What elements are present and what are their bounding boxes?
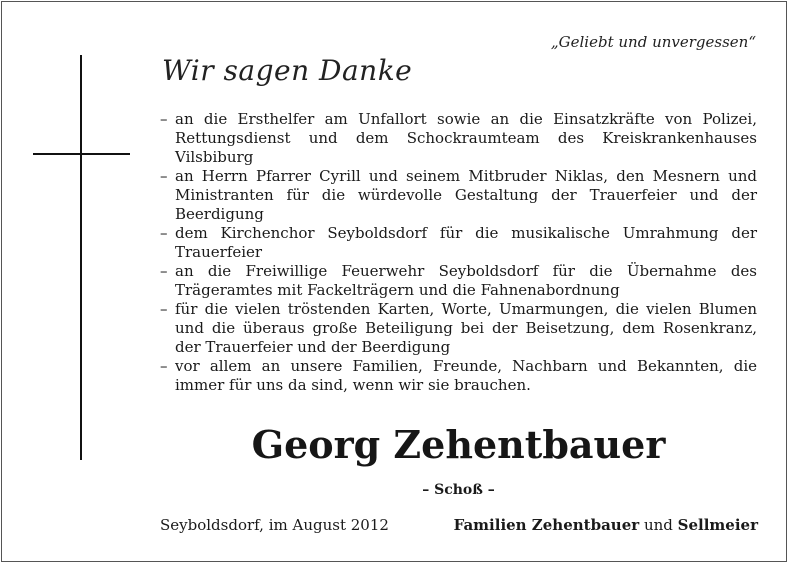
- cross-icon-horizontal-bar: [33, 153, 130, 155]
- motto-quote: „Geliebt und unvergessen“: [550, 33, 756, 51]
- cross-icon-vertical-bar: [80, 55, 82, 460]
- thanks-item: – an die Freiwillige Feuerwehr Seyboldsdorf für die Übernahme des Trägeramtes mit Fackelträgern und die Fahnenabordnung: [160, 262, 757, 300]
- thanks-item: – vor allem an unsere Familien, Freunde, Nachbarn und Bekannten, die immer für uns da sind, wenn wir sie brauchen.: [160, 357, 757, 395]
- family-connector: und: [643, 516, 673, 534]
- thanks-list: [160, 110, 757, 395]
- thanks-heading: Wir sagen Danke: [162, 54, 413, 87]
- deceased-name: Georg Zehentbauer: [251, 422, 666, 467]
- family-name-1: Familien Zehentbauer: [453, 516, 640, 534]
- thanks-item: – an Herrn Pfarrer Cyrill und seinem Mitbruder Niklas, den Mesnern und Ministranten für die würdevolle Gestaltung der Trauerfeier und der Beerdigung: [160, 167, 757, 224]
- family-signature: [454, 516, 758, 534]
- family-name-2: Sellmeier: [677, 516, 758, 534]
- place-and-date: Seyboldsdorf, im August 2012: [160, 516, 389, 534]
- deceased-nickname: – Schoß –: [422, 482, 495, 498]
- thanks-item: – dem Kirchenchor Seyboldsdorf für die musikalische Umrahmung der Trauerfeier: [160, 224, 757, 262]
- thanks-item: – für die vielen tröstenden Karten, Worte, Umarmungen, die vielen Blumen und die überaus große Beteiligung bei der Beisetzung, dem Rosenkranz, der Trauerfeier und der Beerdigung: [160, 300, 757, 357]
- thanks-item: – an die Ersthelfer am Unfallort sowie an die Einsatzkräfte von Polizei, Rettungsdienst und dem Schockraumteam des Kreiskrankenhauses Vilsbiburg: [160, 110, 757, 167]
